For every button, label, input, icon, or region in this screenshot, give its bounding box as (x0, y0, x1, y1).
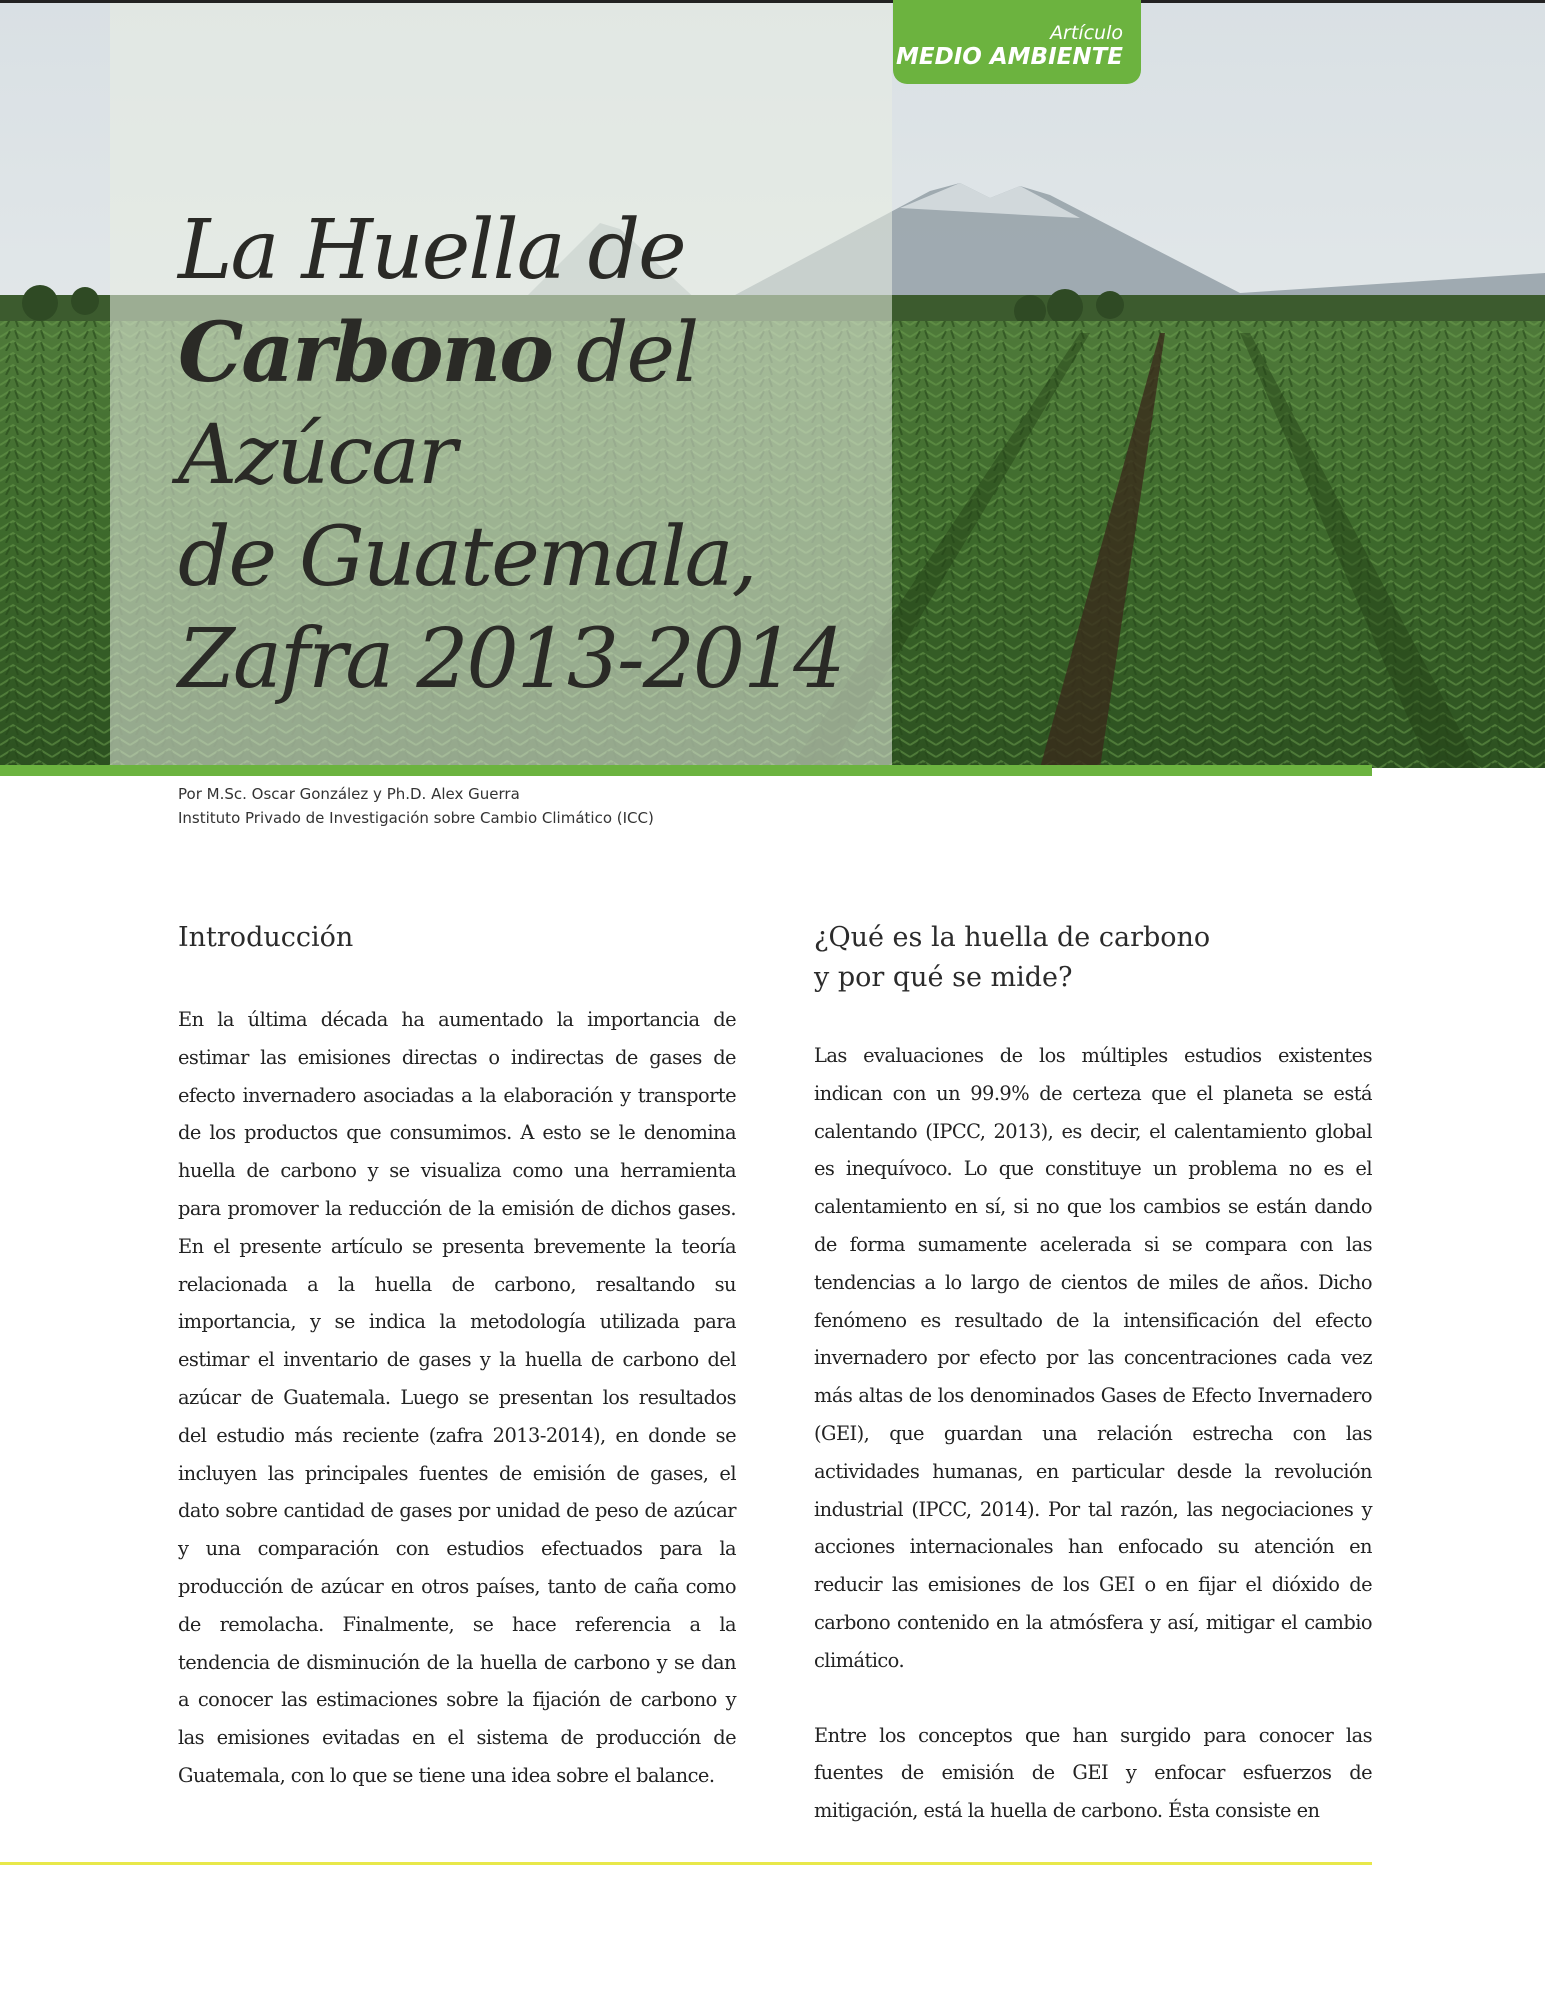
title-bold-word: Carbono (178, 305, 552, 401)
intro-column (178, 918, 736, 1795)
green-divider (0, 765, 1372, 776)
what-is-heading-line-2: y por qué se mide? (814, 962, 1073, 993)
title-line-2-rest: del Azúcar (178, 306, 698, 503)
byline-institution: Instituto Privado de Investigación sobre Cambio Climático (ICC) (178, 809, 654, 827)
byline (178, 782, 938, 830)
what-is-paragraph-2: Entre los conceptos que han surgido para conocer las fuentes de emisión de GEI y enfocar esfuerzos de mitigación, está la huella de carbono. Ésta consiste en (814, 1723, 1372, 1823)
yellow-divider (0, 1862, 1372, 1865)
section-tag-kicker: Artículo (1050, 22, 1123, 44)
title-line-4: Zafra 2013-2014 (178, 612, 844, 707)
what-is-paragraph-1: Las evaluaciones de los múltiples estudios existentes indican con un 99.9% de certeza que el planeta se está calentando (IPCC, 2013), es decir, el calentamiento global es inequívoco. Lo que constituye un problema no es el calentamiento en sí, si no que los cambios se están dando de forma sumamente acelerada si se compara con las tendencias a lo largo de cientos de miles de años. Dicho fenómeno es resultado de la intensificación del efecto invernadero por efecto por las concentraciones cada vez más altas de los denominados Gases de Efecto Invernadero (GEI), que guardan una relación estrecha con las actividades humanas, en particular desde la revolución industrial (IPCC, 2014). Por tal razón, las negociaciones y acciones internacionales han enfocado su atención en reducir las emisiones de los GEI o en fijar el dióxido de carbono contenido en la atmósfera y así, mitigar el cambio climático. (814, 1044, 1372, 1672)
byline-authors: Por M.Sc. Oscar González y Ph.D. Alex Guerra (178, 785, 520, 803)
title-line-3: de Guatemala, (178, 510, 756, 605)
what-is-heading-line-1: ¿Qué es la huella de carbono (814, 922, 1211, 953)
what-is-heading (814, 918, 1372, 998)
article-title (178, 200, 878, 711)
what-is-column (814, 918, 1372, 1830)
section-tag (893, 0, 1141, 84)
section-tag-label: MEDIO AMBIENTE (896, 44, 1123, 70)
intro-paragraph: En la última década ha aumentado la importancia de estimar las emisiones directas o indirectas de gases de efecto invernadero asociadas a la elaboración y transporte de los productos que consumimos. A esto se le denomina huella de carbono y se visualiza como una herramienta para promover la reducción de la emisión de dichos gases. En el presente artículo se presenta brevemente la teoría relacionada a la huella de carbono, resaltando su importancia, y se indica la metodología utilizada para estimar el inventario de gases y la huella de carbono del azúcar de Guatemala. Luego se presentan los resultados del estudio más reciente (zafra 2013-2014), en donde se incluyen las principales fuentes de emisión de gases, el dato sobre cantidad de gases por unidad de peso de azúcar y una comparación con estudios efectuados para la producción de azúcar en otros países, tanto de caña como de remolacha. Finalmente, se hace referencia a la tendencia de disminución de la huella de carbono y se dan a conocer las estimaciones sobre la fijación de carbono y las emisiones evitadas en el sistema de producción de Guatemala, con lo que se tiene una idea sobre el balance. (178, 1008, 736, 1787)
intro-heading: Introducción (178, 922, 354, 953)
title-line-1: La Huella de (178, 203, 685, 298)
